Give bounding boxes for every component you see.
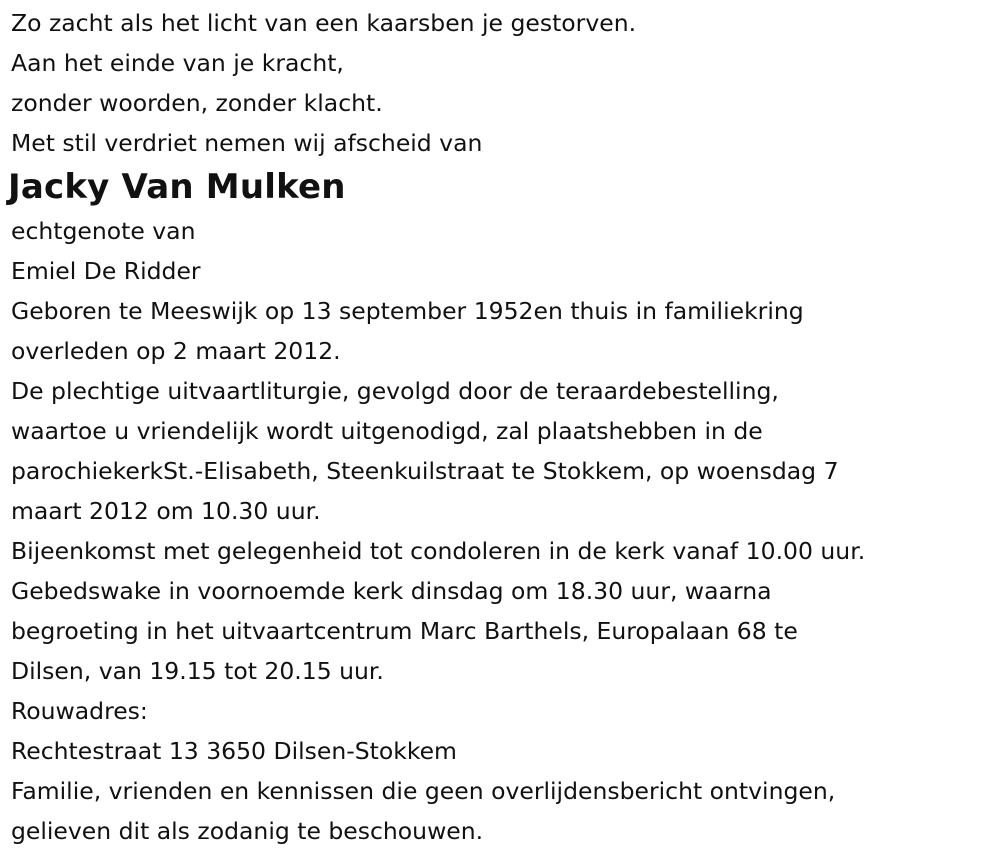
- body-line: overleden op 2 maart 2012.: [11, 337, 341, 365]
- body-line: Gebedswake in voornoemde kerk dinsdag om 18.30 uur, waarna: [11, 577, 772, 605]
- body-line: waartoe u vriendelijk wordt uitgenodigd, zal plaatshebben in de: [11, 417, 763, 445]
- body-line: begroeting in het uitvaartcentrum Marc Barthels, Europalaan 68 te: [11, 617, 798, 645]
- body-line: Dilsen, van 19.15 tot 20.15 uur.: [11, 657, 384, 685]
- body-line: Bijeenkomst met gelegenheid tot condoleren in de kerk vanaf 10.00 uur.: [11, 537, 866, 565]
- deceased-name: Jacky Van Mulken: [8, 167, 346, 207]
- intro-line: Met stil verdriet nemen wij afscheid van: [11, 129, 483, 157]
- body-line: parochiekerkSt.-Elisabeth, Steenkuilstraat te Stokkem, op woensdag 7: [11, 457, 839, 485]
- body-line: Geboren te Meeswijk op 13 september 1952en thuis in familiekring: [11, 297, 804, 325]
- body-line: gelieven dit als zodanig te beschouwen.: [11, 817, 484, 845]
- body-line: Rouwadres:: [11, 697, 148, 725]
- intro-line: Aan het einde van je kracht,: [11, 49, 344, 77]
- body-line: Familie, vrienden en kennissen die geen overlijdensbericht ontvingen,: [11, 777, 836, 805]
- body-line: maart 2012 om 10.30 uur.: [11, 497, 321, 525]
- body-line: Emiel De Ridder: [11, 257, 201, 285]
- intro-line: zonder woorden, zonder klacht.: [11, 89, 383, 117]
- body-line: Rechtestraat 13 3650 Dilsen-Stokkem: [11, 737, 457, 765]
- intro-line: Zo zacht als het licht van een kaarsben je gestorven.: [11, 9, 637, 37]
- body-line: echtgenote van: [11, 217, 196, 245]
- body-line: De plechtige uitvaartliturgie, gevolgd door de teraardebestelling,: [11, 377, 779, 405]
